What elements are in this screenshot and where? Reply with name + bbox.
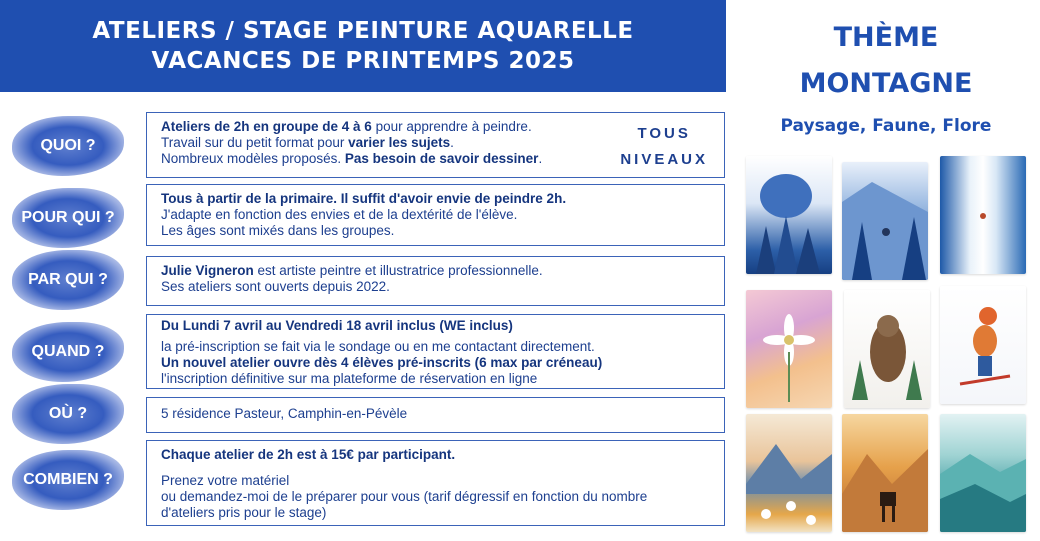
painting-teal-mountains: [940, 414, 1026, 532]
quand-line-3: Un nouvel atelier ouvre dès 4 élèves pré-inscrits (6 max par créneau): [161, 355, 603, 370]
quoi-line-3: Nombreux modèles proposés. Pas besoin de savoir dessiner.: [161, 151, 543, 166]
theme-name: MONTAGNE: [799, 68, 973, 99]
painting-child-skier: [940, 286, 1026, 404]
label-combien: COMBIEN ?: [12, 450, 124, 510]
ou-box: [146, 397, 725, 433]
painting-edelweiss: [746, 290, 832, 408]
combien-line-4: d'ateliers pris pour le stage): [161, 505, 327, 520]
ou-line-1: 5 résidence Pasteur, Camphin-en-Pévèle: [161, 406, 408, 421]
par-qui-line-1: Julie Vigneron est artiste peintre et illustratrice professionnelle.: [161, 263, 543, 278]
painting-mountain-flowers: [746, 414, 832, 532]
quand-line-2: la pré-inscription se fait via le sondage ou en me contactant directement.: [161, 339, 595, 354]
pour-qui-line-2: J'adapte en fonction des envies et de la dextérité de l'élève.: [161, 207, 518, 222]
theme-title: THÈME: [833, 22, 939, 53]
header-banner: [0, 0, 726, 92]
painting-skier-slope: [842, 162, 928, 280]
quoi-line-2: Travail sur du petit format pour varier les sujets.: [161, 135, 454, 150]
combien-box: [146, 440, 725, 526]
label-ou: OÙ ?: [12, 384, 124, 444]
painting-marmot: [844, 290, 930, 408]
level-badge: TOUS NIVEAUX: [620, 125, 708, 168]
pour-qui-line-1: Tous à partir de la primaire. Il suffit d'avoir envie de peindre 2h.: [161, 191, 567, 206]
quand-line-1: Du Lundi 7 avril au Vendredi 18 avril inclus (WE inclus): [161, 318, 513, 333]
quand-line-4: l'inscription définitive sur ma plateforme de réservation en ligne: [161, 371, 538, 386]
par-qui-box: [146, 256, 725, 306]
label-quand: QUAND ?: [12, 322, 124, 382]
pour-qui-box: [146, 184, 725, 246]
theme-subtitle: Paysage, Faune, Flore: [780, 116, 992, 136]
quand-box: [146, 314, 725, 389]
combien-line-1: Chaque atelier de 2h est à 15€ par participant.: [161, 447, 456, 462]
label-par-qui: PAR QUI ?: [12, 250, 124, 310]
banner-title-line2: VACANCES DE PRINTEMPS 2025: [151, 48, 575, 74]
quoi-box: [146, 112, 725, 178]
quoi-line-1: Ateliers de 2h en groupe de 4 à 6 pour apprendre à peindre.: [161, 119, 532, 134]
combien-line-2: Prenez votre matériel: [161, 473, 290, 488]
pour-qui-line-3: Les âges sont mixés dans les groupes.: [161, 223, 395, 238]
painting-deer-sunset: [842, 414, 928, 532]
painting-climber-trees: [940, 156, 1026, 274]
label-pour-qui: POUR QUI ?: [12, 188, 124, 248]
par-qui-line-2: Ses ateliers sont ouverts depuis 2022.: [161, 279, 390, 294]
banner-title-line1: ATELIERS / STAGE PEINTURE AQUARELLE: [92, 18, 634, 44]
label-quoi: QUOI ?: [12, 116, 124, 176]
painting-bear-forest: [746, 156, 832, 274]
combien-line-3: ou demandez-moi de le préparer pour vous (tarif dégressif en fonction du nombre: [161, 489, 648, 504]
